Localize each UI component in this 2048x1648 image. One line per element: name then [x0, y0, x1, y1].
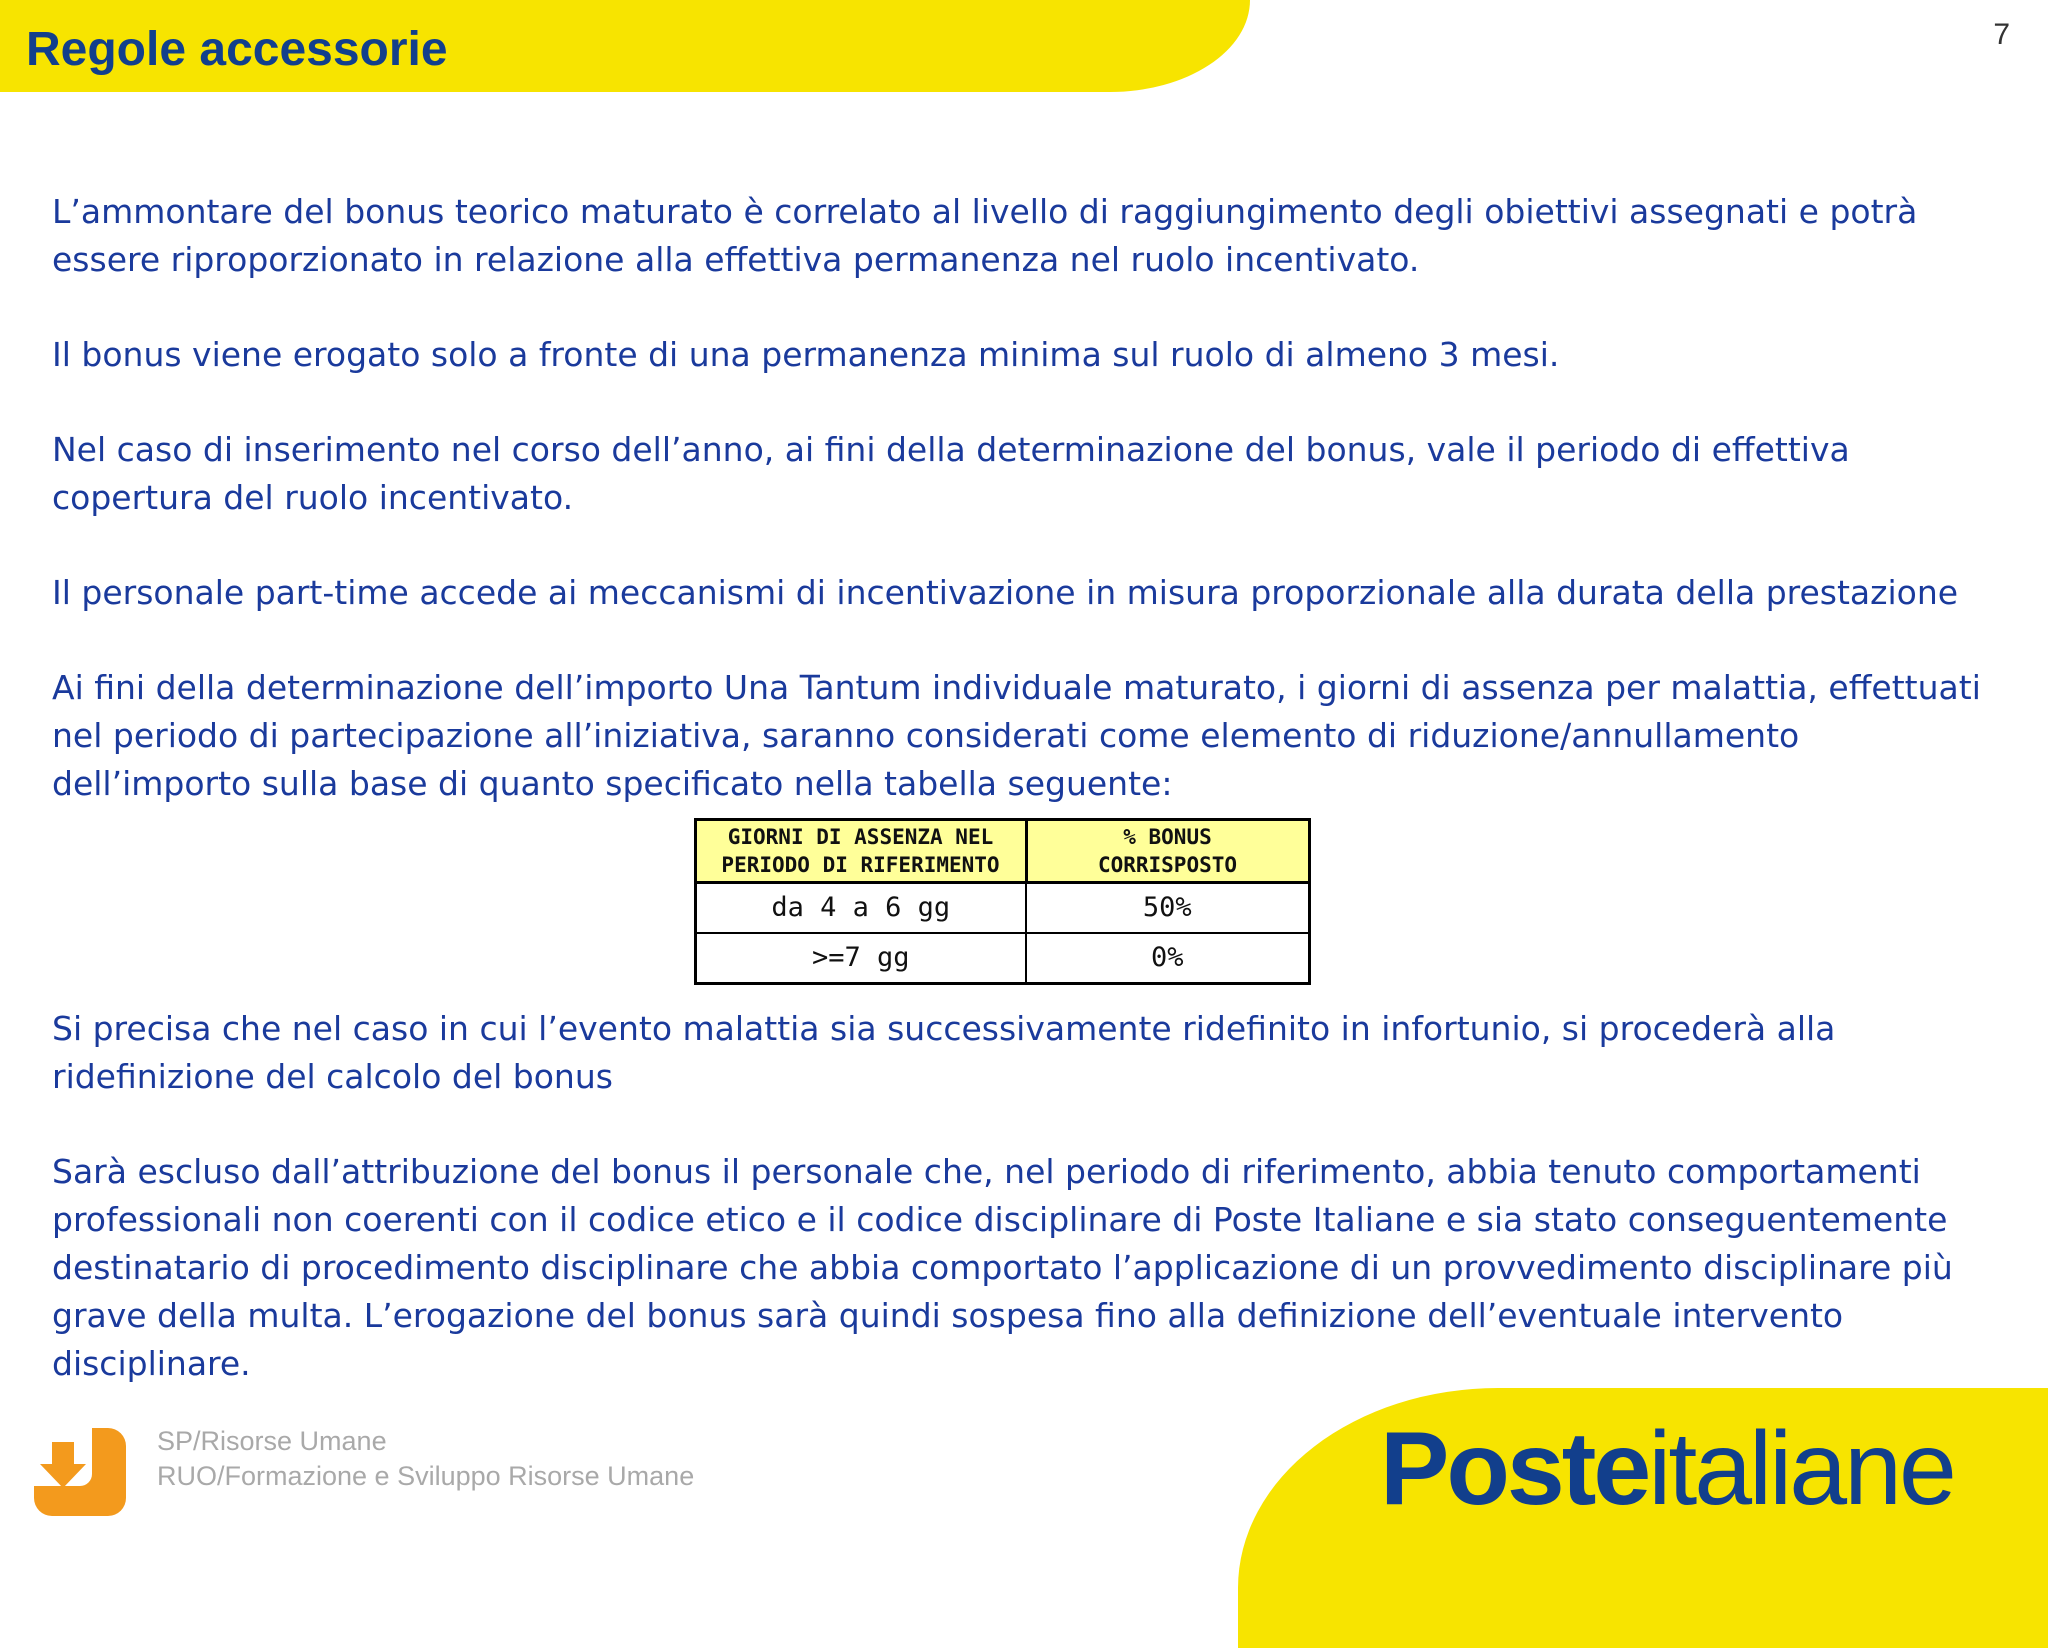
- table-row: [695, 933, 1309, 984]
- page-title: Regole accessorie: [26, 23, 448, 76]
- brand-regular: italiane: [1648, 1411, 1954, 1527]
- header-days-line1: GIORNI DI ASSENZA NEL: [727, 825, 994, 849]
- paragraph-part-time: Il personale part-time accede ai meccanismi di incentivazione in misura proporzionale alla durata della prestazione: [52, 573, 1959, 612]
- table-header-bonus: [1026, 820, 1309, 883]
- header-days-line2: PERIODO DI RIFERIMENTO: [721, 853, 1000, 877]
- absence-table: [694, 818, 1311, 985]
- page-number: 7: [1993, 18, 2010, 51]
- footer-line-2: RUO/Formazione e Sviluppo Risorse Umane: [157, 1461, 695, 1491]
- table-cell-days: da 4 a 6 gg: [695, 883, 1026, 934]
- absence-table-wrapper: [52, 818, 1992, 985]
- paragraph-mid-year-entry: Nel caso di inserimento nel corso dell’anno, ai fini della determinazione del bonus, vale il periodo di effettiva copertura del ruolo incentivato.: [52, 430, 1850, 517]
- table-cell-days: >=7 gg: [695, 933, 1026, 984]
- paragraph-bonus-amount: L’ammontare del bonus teorico maturato è correlato al livello di raggiungimento degli obiettivi assegnati e potrà essere riproporzionato in relazione alla effettiva permanenza nel ruolo incentivato.: [52, 192, 1918, 279]
- posteitaliane-logo-icon: [34, 1428, 126, 1516]
- footer-line-1: SP/Risorse Umane: [157, 1426, 387, 1456]
- table-header-days: [695, 820, 1026, 883]
- header-bonus-line1: % BONUS: [1123, 825, 1212, 849]
- table-cell-bonus: 50%: [1026, 883, 1309, 934]
- brand-wordmark: [1380, 1410, 1954, 1529]
- brand-bold: Poste: [1380, 1411, 1649, 1527]
- paragraph-injury-redefinition: Si precisa che nel caso in cui l’evento malattia sia successivamente ridefinito in infortunio, si procederà alla ridefinizione del calcolo del bonus: [52, 1009, 1836, 1096]
- main-content: [52, 188, 1992, 1388]
- table-row: [695, 883, 1309, 934]
- table-cell-bonus: 0%: [1026, 933, 1309, 984]
- paragraph-minimum-tenure: Il bonus viene erogato solo a fronte di una permanenza minima sul ruolo di almeno 3 mesi.: [52, 335, 1560, 374]
- header-bonus-line2: CORRISPOSTO: [1097, 853, 1238, 877]
- paragraph-sick-days: Ai fini della determinazione dell’importo Una Tantum individuale maturato, i giorni di assenza per malattia, effettuati nel periodo di partecipazione all’iniziativa, saranno considerati come elemento di riduzione/annullamento dell’importo sulla base di quanto specificato nella tabella seguente:: [52, 668, 1981, 803]
- arrow-down-icon: [34, 1428, 126, 1516]
- table-header-row: [695, 820, 1309, 883]
- paragraph-disciplinary-exclusion: Sarà escluso dall’attribuzione del bonus il personale che, nel periodo di riferimento, abbia tenuto comportamenti professionali non coerenti con il codice etico e il codice disciplinare di Poste Italiane e sia stato conseguentemente destinatario di procedimento disciplinare che abbia comportato l’applicazione di un provvedimento disciplinare più grave della multa. L’erogazione del bonus sarà quindi sospesa fino alla definizione dell’eventuale intervento disciplinare.: [52, 1152, 1953, 1383]
- footer-department: [157, 1424, 694, 1494]
